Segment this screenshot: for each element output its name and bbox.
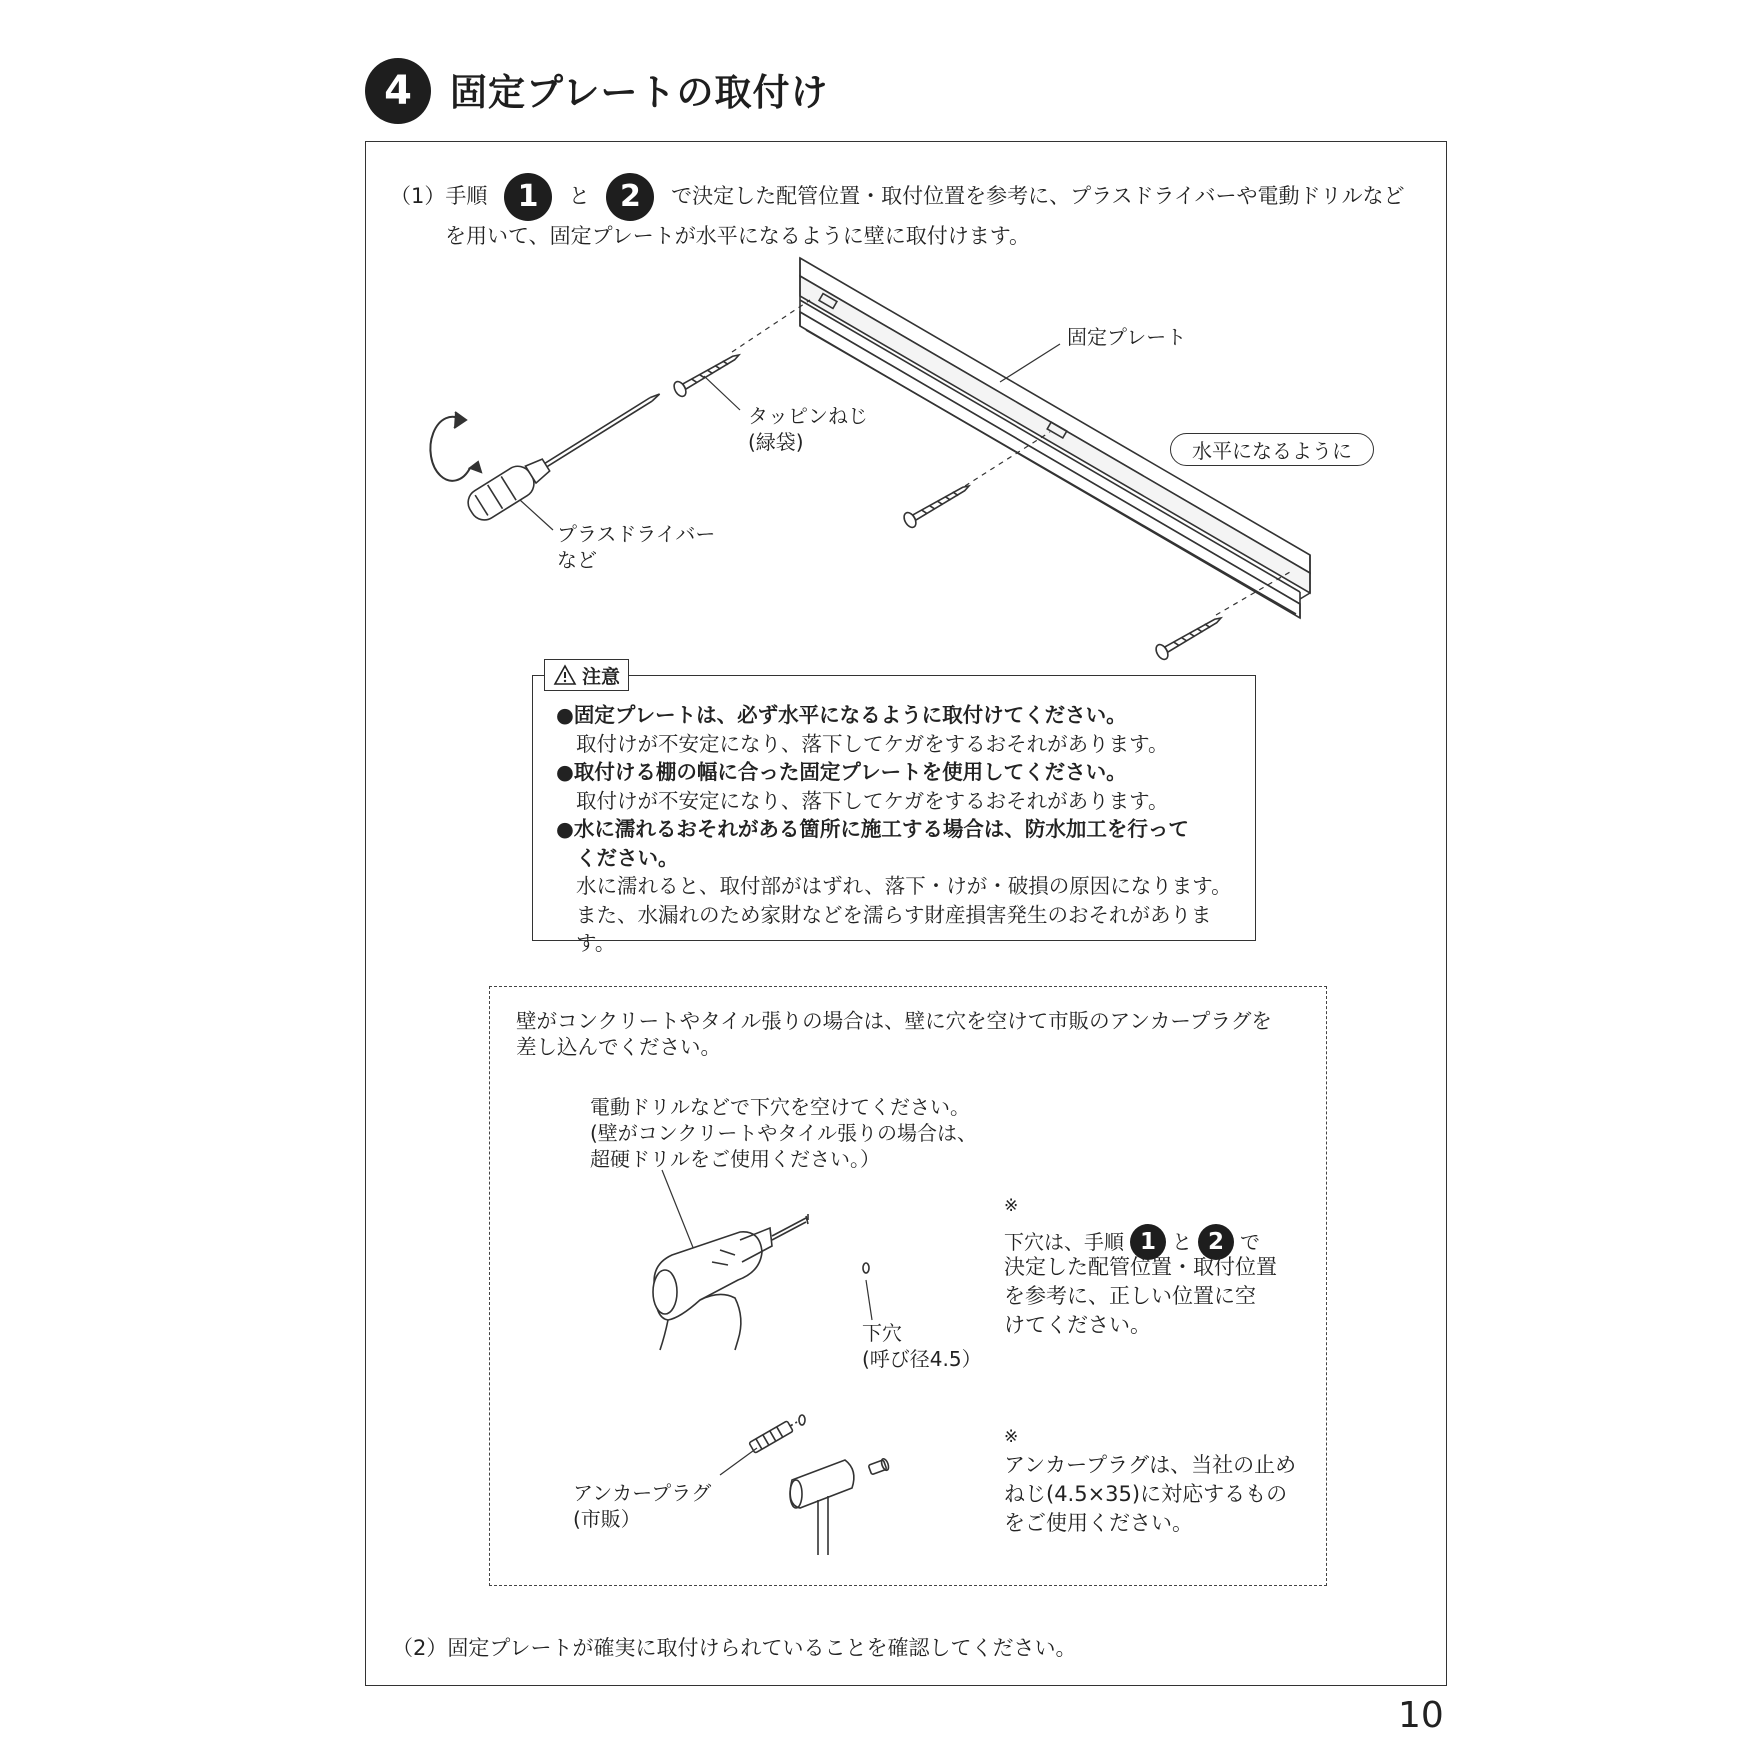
drill-instruction-line2: (壁がコンクリートやタイル張りの場合は、: [590, 1121, 978, 1145]
step-ref-1-badge: 1: [504, 173, 552, 221]
note2-line1: アンカープラグは、当社の止め: [1004, 1453, 1297, 1477]
caution-title: 注意: [582, 665, 621, 688]
note2-mark: ※: [1004, 1427, 1019, 1447]
pilot-hole-label-line2: (呼び径4.5）: [862, 1347, 982, 1371]
screw-label-line1: タッピンねじ: [748, 404, 868, 428]
caution-line: ください。: [576, 845, 679, 870]
screw-label-line2: (緑袋): [748, 430, 804, 454]
pilot-hole-label-line1: 下穴: [862, 1321, 902, 1345]
note1-line3: を参考に、正しい位置に空: [1004, 1284, 1256, 1308]
note1-connector: と: [1172, 1230, 1192, 1254]
note2-line2: ねじ(4.5×35)に対応するもの: [1004, 1482, 1288, 1506]
caution-line: 水に濡れると、取付部がはずれ、落下・けが・破損の原因になります。: [576, 874, 1232, 898]
electric-drill-drawing: [653, 1214, 808, 1350]
note1-line2: 決定した配管位置・取付位置: [1004, 1255, 1277, 1279]
step1-line1-rest: で決定した配管位置・取付位置を参考に、プラスドライバーや電動ドリルなど: [671, 184, 1405, 208]
step-number-badge: 4: [365, 58, 431, 124]
pilot-hole-mark: [863, 1263, 869, 1273]
anchor-small-drawing: [868, 1458, 890, 1476]
caution-line: ●取付ける棚の幅に合った固定プレートを使用してください。: [556, 760, 1127, 784]
screwdriver-label-line1: プラスドライバー: [557, 522, 716, 546]
caution-line: ●固定プレートは、必ず水平になるように取付けてください。: [556, 703, 1127, 727]
anchor-plug-label-line1: アンカープラグ: [573, 1481, 712, 1505]
concrete-intro-line1: 壁がコンクリートやタイル張りの場合は、壁に穴を空けて市販のアンカープラグを: [516, 1009, 1272, 1033]
step2-text: （2）固定プレートが確実に取付けられていることを確認してください。: [392, 1636, 1077, 1660]
caution-line: ●水に濡れるおそれがある箇所に施工する場合は、防水加工を行って: [556, 817, 1189, 841]
page-title: 固定プレートの取付け: [450, 71, 829, 114]
caution-line: 取付けが不安定になり、落下してケガをするおそれがあります。: [576, 788, 1169, 813]
step-ref-2-badge: 2: [1198, 1224, 1234, 1260]
note1-mark: ※: [1004, 1196, 1019, 1216]
page-number: 10: [1398, 1695, 1444, 1736]
caution-line: また、水漏れのため家財などを濡らす財産損害発生のおそれがあります。: [576, 902, 1212, 955]
note1-suffix: で: [1240, 1230, 1260, 1254]
step1-prefix: （1）手順: [390, 184, 488, 208]
note2-line3: をご使用ください。: [1004, 1511, 1193, 1535]
note1-prefix: 下穴は、手順: [1004, 1230, 1124, 1254]
caution-line: 取付けが不安定になり、落下してケガをするおそれがあります。: [576, 731, 1169, 756]
note1-line4: けてください。: [1004, 1313, 1151, 1337]
level-callout: 水平になるように: [1170, 433, 1374, 466]
drill-instruction-line1: 電動ドリルなどで下穴を空けてください。: [590, 1095, 970, 1119]
hammer-drawing: [790, 1460, 854, 1555]
plate-label: 固定プレート: [1067, 325, 1187, 349]
drill-instruction-line3: 超硬ドリルをご使用ください。）: [590, 1147, 880, 1171]
concrete-intro-line2: 差し込んでください。: [516, 1035, 721, 1059]
anchor-plug-label-line2: (市販）: [573, 1507, 641, 1531]
step-ref-1-badge: 1: [1130, 1224, 1166, 1260]
screwdriver-label-line2: など: [557, 548, 597, 572]
step1-line2: を用いて、固定プレートが水平になるように壁に取付けます。: [445, 224, 1031, 248]
step1-connector: と: [568, 184, 590, 208]
step-ref-2-badge: 2: [606, 173, 654, 221]
